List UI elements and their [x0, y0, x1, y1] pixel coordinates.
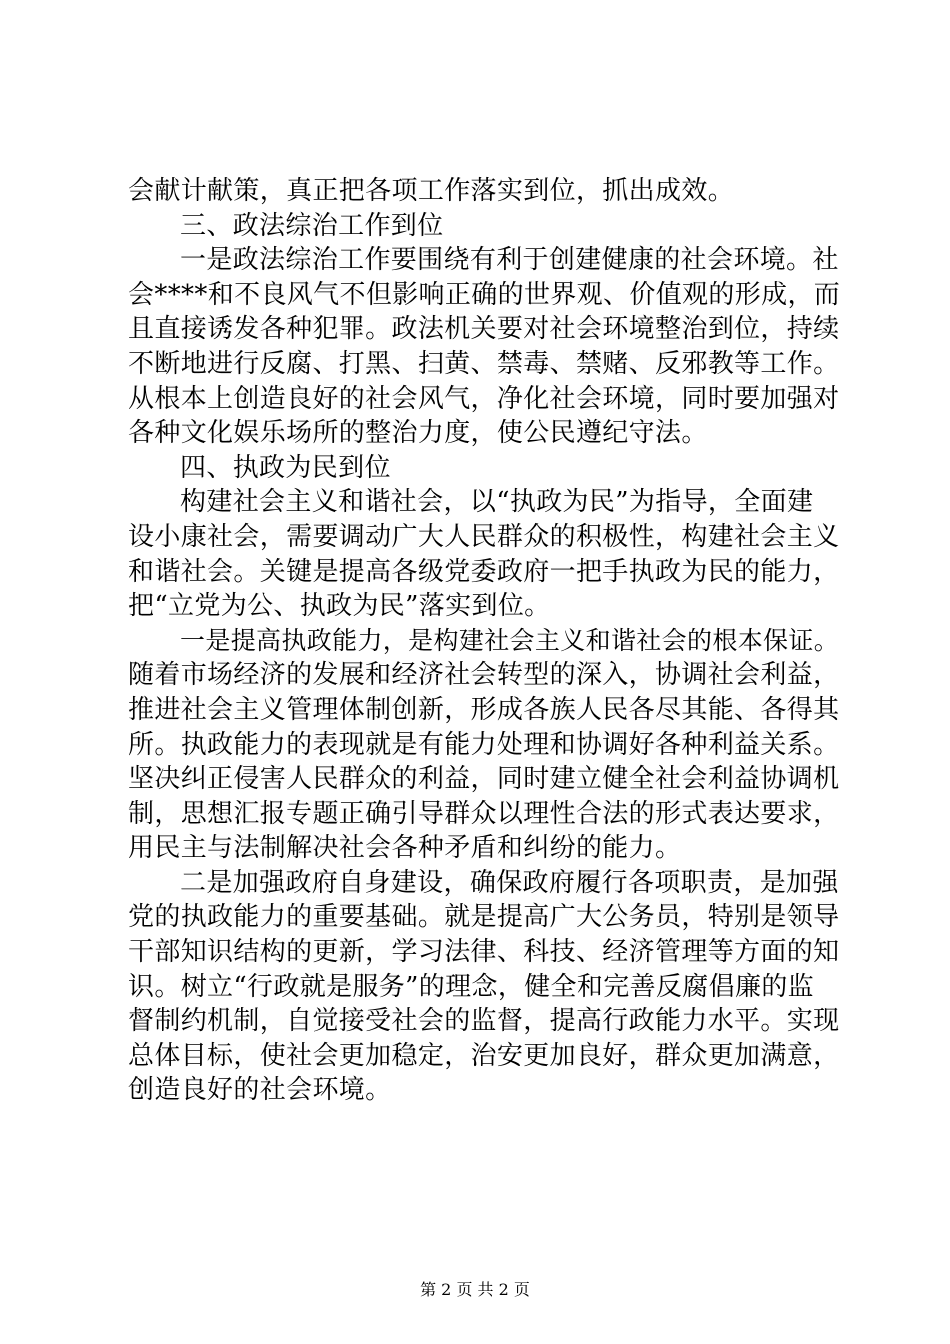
text-line: 制，思想汇报专题正确引导群众以理性合法的形式表达要求， — [128, 798, 840, 829]
text-line: 总体目标，使社会更加稳定，治安更加良好，群众更加满意， — [128, 1040, 840, 1071]
text-line: 随着市场经济的发展和经济社会转型的深入，协调社会利益， — [128, 660, 840, 691]
text-line: 督制约机制，自觉接受社会的监督，提高行政能力水平。实现 — [128, 1006, 840, 1037]
text-line: 四、执政为民到位 — [180, 452, 391, 483]
text-line: 干部知识结构的更新，学习法律、科技、经济管理等方面的知 — [128, 937, 840, 968]
text-line: 识。树立“行政就是服务”的理念，健全和完善反腐倡廉的监 — [128, 971, 815, 1002]
text-line: 一是提高执政能力，是构建社会主义和谐社会的根本保证。 — [180, 625, 840, 655]
text-line: 各种文化娱乐场所的整治力度，使公民遵纪守法。 — [128, 418, 708, 449]
text-line: 会****和不良风气不但影响正确的世界观、价值观的形成，而 — [128, 279, 841, 310]
text-line: 设小康社会，需要调动广大人民群众的积极性，构建社会主义 — [128, 521, 840, 552]
text-line: 坚决纠正侵害人民群众的利益，同时建立健全社会利益协调机 — [128, 764, 840, 795]
text-line: 把“立党为公、执政为民”落实到位。 — [128, 591, 551, 622]
text-line: 所。执政能力的表现就是有能力处理和协调好各种利益关系。 — [128, 729, 840, 760]
text-line: 从根本上创造良好的社会风气，净化社会环境，同时要加强对 — [128, 383, 840, 414]
text-line: 一是政法综治工作要围绕有利于创建健康的社会环境。社 — [180, 245, 839, 276]
text-line: 且直接诱发各种犯罪。政法机关要对社会环境整治到位，持续 — [128, 314, 840, 345]
text-line: 三、政法综治工作到位 — [180, 210, 444, 241]
text-line: 二是加强政府自身建设，确保政府履行各项职责，是加强 — [180, 867, 839, 898]
page-footer: 第 2 页 共 2 页 — [420, 1280, 530, 1299]
text-line: 构建社会主义和谐社会，以“执政为民”为指导，全面建 — [180, 487, 814, 518]
text-line: 党的执政能力的重要基础。就是提高广大公务员，特别是领导 — [128, 902, 840, 933]
document-body — [128, 174, 848, 1108]
text-line: 用民主与法制解决社会各种矛盾和纠纷的能力。 — [128, 833, 682, 864]
text-line: 创造良好的社会环境。 — [128, 1075, 392, 1106]
text-line: 会献计献策，真正把各项工作落实到位，抓出成效。 — [128, 176, 735, 206]
text-line: 推进社会主义管理体制创新，形成各族人民各尽其能、各得其 — [128, 694, 840, 725]
text-line: 和谐社会。关键是提高各级党委政府一把手执政为民的能力， — [128, 556, 840, 587]
text-line: 不断地进行反腐、打黑、扫黄、禁毒、禁赌、反邪教等工作。 — [128, 348, 840, 379]
